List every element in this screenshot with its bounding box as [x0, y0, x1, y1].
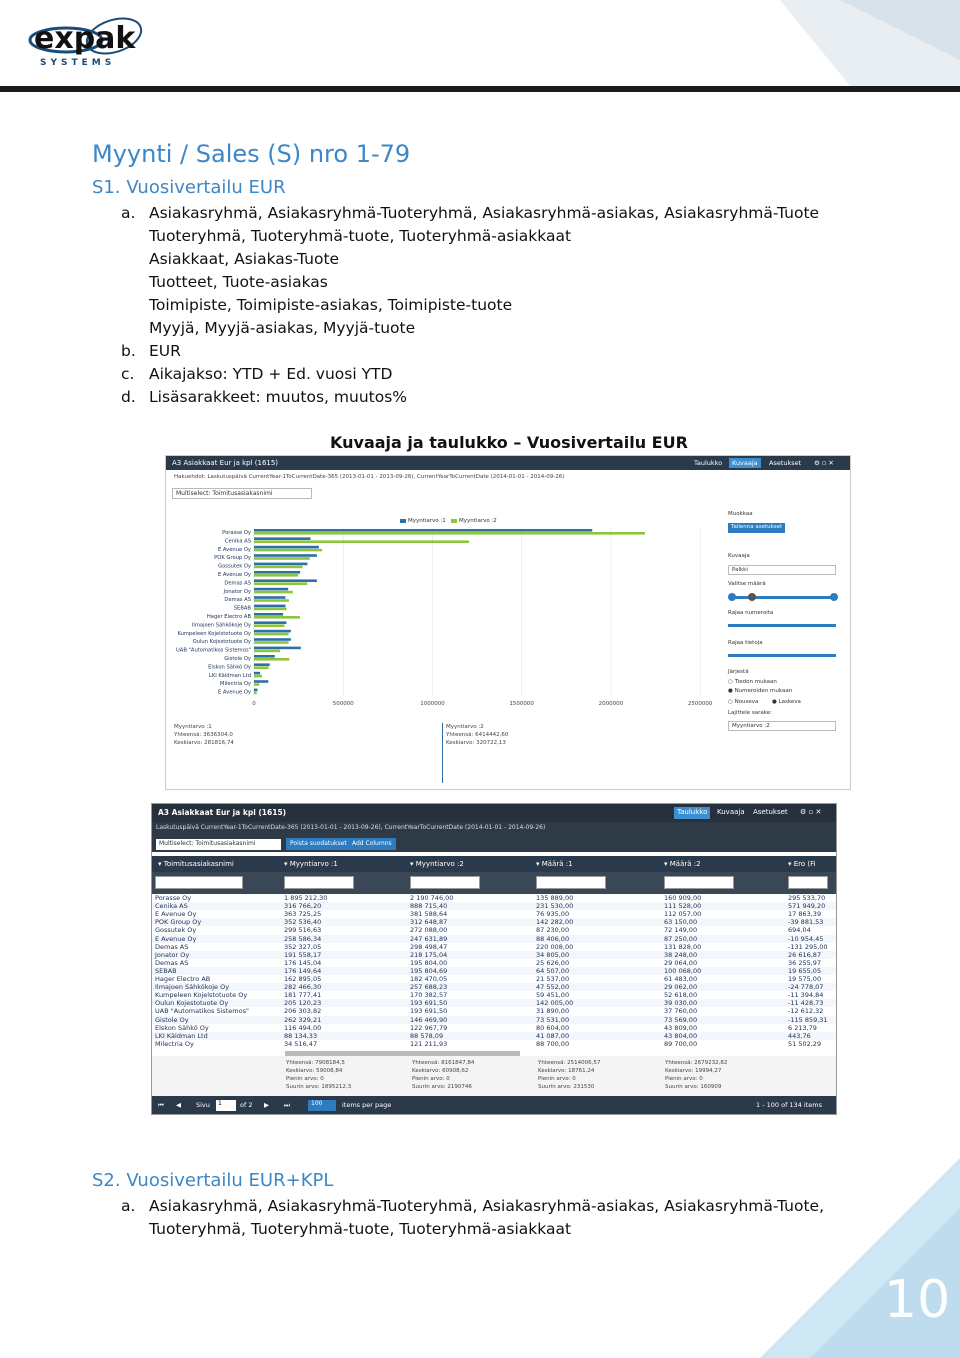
table-cell: 170 382,57 [410, 991, 448, 1000]
bar-2[interactable] [254, 616, 300, 619]
bar-2[interactable] [254, 582, 307, 585]
table-cell: 298 498,47 [410, 942, 448, 951]
summary-stat-1: Yhteensä: 7908184,5 Keskiarvo: 59008,84 Pienin arvo: 0 Suurin arvo: 1895212,3 [286, 1060, 352, 1090]
table-cell: UAB "Automatikos Sistemos" [155, 1007, 249, 1016]
table-cell: 122 967,79 [410, 1023, 448, 1032]
table-cell: 21 537,00 [536, 975, 570, 983]
slider-left-knob[interactable] [728, 593, 736, 601]
table-cell: 182 470,05 [410, 975, 448, 983]
table-cell: 131 828,00 [664, 942, 702, 951]
s2-item-label: a. [121, 1197, 136, 1215]
muokkaa-label: Muokkaa [728, 511, 753, 517]
bar-2[interactable] [254, 692, 257, 695]
tab-kuvaaja[interactable]: Kuvaaja [729, 458, 761, 468]
descending-radio[interactable]: ● Laskeva [772, 699, 801, 705]
column-header[interactable]: ▾ Toimitusasiakasnimi [158, 860, 234, 868]
bar-2[interactable] [254, 666, 269, 669]
table-cell: 52 618,00 [664, 991, 698, 1000]
x-tick-label: 2000000 [598, 701, 624, 707]
item-c-label: c. [121, 365, 135, 383]
item-d-line: Lisäsarakkeet: muutos, muutos% [149, 388, 408, 406]
page-number: 10 [884, 1270, 951, 1330]
clear-filters-button[interactable]: Poista suodatukset [286, 838, 351, 850]
slider-right-knob[interactable] [830, 593, 838, 601]
slider-handle[interactable] [748, 593, 756, 601]
bar-2[interactable] [254, 641, 289, 644]
category-label: E Avenue Oy [217, 689, 251, 696]
table-cell: 316 766,20 [284, 902, 322, 911]
table-cell: 34 805,00 [536, 950, 570, 959]
table-cell: Elskon Sähkö Oy [155, 1023, 209, 1032]
table-cell: 142 005,00 [536, 999, 574, 1008]
table-cell: 282 466,30 [284, 983, 322, 992]
add-columns-button[interactable]: Add Columns [348, 838, 396, 850]
x-tick-label: 1500000 [509, 701, 534, 707]
table-cell: Kumpeleen Kojelstotuote Oy [155, 991, 248, 1000]
table-cell: 43 804,00 [664, 1031, 698, 1040]
table-cell: POK Group Oy [155, 918, 202, 927]
sort-by-data-radio[interactable]: ○ Tiedon mukaan [728, 679, 777, 685]
item-a-line: Asiakasryhmä, Asiakasryhmä-Tuoteryhmä, Asiakasryhmä-asiakas, Asiakasryhmä-Tuote [149, 204, 820, 222]
table-cell: 160 909,00 [664, 894, 702, 902]
header-bar [0, 86, 960, 92]
table-query-info: Laskutuspäivä CurrentYear-1ToCurrentDate-365 (2013-01-01 - 2013-09-26), CurrentYearToCurrentDate (2014-01-01 - 2014-09-26) [156, 824, 546, 831]
bar-2[interactable] [254, 599, 289, 602]
s1-heading: S1. Vuosivertailu EUR [92, 177, 286, 198]
table-cell: 72 149,00 [664, 926, 698, 935]
next-page-icon[interactable]: ▶ [264, 1101, 269, 1109]
table-cell: 135 889,00 [536, 894, 574, 902]
table-cell: 37 760,00 [664, 1007, 698, 1016]
legend-label: Myyntiarvo :1 [408, 518, 446, 524]
bar-2[interactable] [254, 557, 310, 560]
bar-1[interactable] [254, 596, 285, 599]
prev-page-icon[interactable]: ◀ [176, 1101, 181, 1109]
item-d-label: d. [121, 388, 136, 406]
item-a-line: Toimipiste, Toimipiste-asiakas, Toimipiste-tuote [149, 296, 513, 314]
tab-taulukko[interactable]: Taulukko [694, 459, 723, 467]
table-cell: Demas AS [155, 958, 189, 967]
jarjesta-label: Järjestä [728, 669, 749, 675]
table-cell: 88 406,00 [536, 934, 570, 943]
bar-2[interactable] [254, 683, 259, 686]
ascending-radio[interactable]: ○ Nouseva [728, 699, 759, 705]
table-cell: 64 507,00 [536, 966, 570, 975]
chart-query-info: Hakuehdot: Laskutuspäivä CurrentYear-1ToCurrentDate-365 (2013-01-01 - 2013-09-26), CurrentYearToCurrentDate (2014-01-01 - 2014-09-26) [174, 474, 565, 480]
window-controls-icon[interactable]: ⚙ ▫ ✕ [814, 459, 834, 467]
table-cell: 218 175,04 [410, 950, 448, 959]
table-cell: -24 778,07 [788, 983, 824, 992]
bar-1[interactable] [254, 588, 288, 591]
table-cell: Oulun Kojestotuote Oy [155, 999, 229, 1008]
category-label: Milectria Oy [220, 681, 251, 688]
table-cell: 295 533,70 [788, 894, 826, 902]
table-cell: Porasse Oy [155, 894, 192, 902]
table-multiselect[interactable]: Multiselect: Toimitusasiakasnimi [156, 839, 281, 850]
table-cell: 63 150,00 [664, 918, 698, 927]
table-cell: 87 230,00 [536, 926, 570, 935]
bar-2[interactable] [254, 608, 287, 611]
category-label: Porasse Oy [222, 530, 251, 536]
item-c-line: Aikajakso: YTD + Ed. vuosi YTD [149, 365, 393, 383]
bar-2[interactable] [254, 675, 262, 678]
chart-window-titlebar [166, 456, 851, 470]
category-label: Elskon Sähkö Oy [208, 664, 251, 671]
x-tick-label: 0 [252, 701, 256, 707]
data-filter-slider[interactable] [728, 654, 836, 657]
table-cell: 205 120,23 [284, 999, 322, 1008]
page-size-select[interactable]: 100 [308, 1100, 336, 1111]
table-screenshot [151, 803, 837, 1115]
table-cell: 61 483,00 [664, 975, 698, 983]
summary-stat-4: Yhteensä: 2679232,82 Keskiarvo: 19994,27 Pienin arvo: 0 Suurin arvo: 160909 [665, 1060, 728, 1090]
item-b-label: b. [121, 342, 136, 360]
bar-2[interactable] [254, 658, 289, 661]
bar-1[interactable] [254, 638, 291, 641]
category-label: Jonator Oy [223, 588, 251, 595]
table-cell: -39 881,53 [788, 918, 824, 927]
table-cell: 195 804,69 [410, 966, 448, 975]
table-cell: Milectria Oy [155, 1039, 194, 1048]
table-cell: 6 213,79 [788, 1023, 817, 1032]
rajaa-numeroita-label: Rajaa numeroita [728, 610, 774, 616]
table-cell: 31 890,00 [536, 1007, 570, 1016]
chart-multiselect[interactable]: Multiselect: Toimitusasiakasnimi [172, 488, 312, 499]
table-cell: 73 569,00 [664, 1015, 698, 1024]
tab-taulukko[interactable]: Taulukko [674, 807, 710, 819]
table-cell: 41 087,00 [536, 1031, 570, 1040]
bar-1[interactable] [254, 647, 301, 650]
page-header [0, 0, 960, 92]
table-cell: 231 530,00 [536, 902, 574, 911]
table-cell: 191 558,17 [284, 950, 322, 959]
bar-2[interactable] [254, 650, 280, 653]
bar-1[interactable] [254, 613, 283, 616]
table-cell: 43 809,00 [664, 1023, 698, 1032]
table-header-row [152, 856, 837, 872]
table-cell: 257 688,23 [410, 983, 448, 992]
table-cell: 47 552,00 [536, 983, 570, 992]
table-cell: 206 303,82 [284, 1007, 322, 1016]
bar-2[interactable] [254, 624, 284, 627]
table-cell: 176 145,04 [284, 958, 322, 967]
table-cell: 88 134,33 [284, 1031, 318, 1040]
filter-input[interactable] [410, 876, 480, 889]
category-label: E Avenue Oy [217, 546, 251, 553]
filter-input[interactable] [788, 876, 828, 889]
table-cell: 220 008,00 [536, 942, 574, 951]
bar-1[interactable] [254, 537, 311, 540]
table-cell: 100 068,00 [664, 966, 702, 975]
items-per-page-label: items per page [342, 1101, 392, 1109]
tab-asetukset[interactable]: Asetukset [769, 459, 802, 467]
table-cell: 193 691,50 [410, 999, 448, 1008]
chart-window-title: A3 Asiakkaat Eur ja kpl (1615) [172, 459, 279, 467]
item-a-label: a. [121, 204, 136, 222]
item-b-line: EUR [149, 342, 181, 360]
table-cell: 73 531,00 [536, 1015, 570, 1024]
logo-subtitle: SYSTEMS [40, 58, 116, 68]
table-cell: 116 494,00 [284, 1023, 322, 1032]
table-cell: 36 255,97 [788, 958, 822, 967]
column-header[interactable]: ▾ Määrä :2 [664, 860, 701, 868]
table-cell: 17 863,39 [788, 910, 822, 919]
table-cell: 89 700,00 [664, 1039, 698, 1048]
table-cell: 181 777,41 [284, 991, 322, 1000]
table-cell: 258 586,34 [284, 934, 322, 943]
kuvaaja-label: Kuvaaja [728, 553, 750, 559]
item-a-line: Asiakkaat, Asiakas-Tuote [149, 250, 340, 268]
table-cell: Gossutek Oy [155, 926, 197, 935]
bar-1[interactable] [254, 689, 258, 692]
bar-2[interactable] [254, 591, 293, 594]
table-cell: 29 062,00 [664, 983, 698, 992]
table-cell: 38 248,00 [664, 950, 698, 959]
table-row[interactable] [152, 1040, 837, 1049]
legend-swatch [400, 519, 406, 523]
item-a-line: Tuotteet, Tuote-asiakas [149, 273, 328, 291]
table-cell: 352 536,40 [284, 918, 322, 927]
table-cell: 571 949,20 [788, 902, 826, 911]
lajittele-label: Lajittele sarake: [728, 710, 772, 716]
category-label: Hager Electro AB [206, 614, 251, 620]
legend-swatch [451, 519, 457, 523]
sivu-label: Sivu [196, 1101, 210, 1109]
legend-label: Myyntiarvo :2 [459, 518, 497, 524]
page-of-label: of 2 [240, 1101, 253, 1109]
table-toolbar [152, 822, 837, 852]
table-cell: Demas AS [155, 942, 189, 951]
table-cell: 112 057,00 [664, 910, 702, 919]
bar-2[interactable] [254, 532, 645, 535]
category-label: Oulun Kojestotuote Oy [192, 639, 251, 646]
table-cell: 59 451,00 [536, 991, 570, 1000]
table-cell: 26 616,87 [788, 950, 822, 959]
table-cell: 29 064,00 [664, 958, 698, 967]
table-cell: -10 954,45 [788, 934, 824, 943]
footer-series-1: Myyntiarvo :1 Yhteensä: 3636304,0 Keskiarvo: 281816,74 [174, 724, 234, 746]
category-label: Demas AS [224, 580, 251, 587]
filter-input[interactable] [664, 876, 734, 889]
table-cell: 76 935,00 [536, 910, 570, 919]
bar-1[interactable] [254, 680, 268, 683]
tab-asetukset[interactable]: Asetukset [753, 808, 788, 816]
table-cell: Ilmajoen Sähkökoje Oy [155, 983, 230, 992]
table-cell: 272 088,00 [410, 926, 448, 935]
data-grid [152, 894, 837, 1049]
figure-caption: Kuvaaja ja taulukko – Vuosivertailu EUR [330, 433, 688, 452]
column-header[interactable]: ▾ Myyntiarvo :2 [410, 860, 464, 868]
bar-1[interactable] [254, 672, 260, 675]
bar-1[interactable] [254, 529, 592, 532]
footer-series-2: Myyntiarvo :2 Yhteensä: 6414442,60 Keskiarvo: 320722,13 [442, 723, 508, 783]
bar-1[interactable] [254, 605, 285, 608]
table-cell: 39 030,00 [664, 999, 698, 1008]
column-header[interactable]: ▾ Ero (Fi [788, 860, 816, 868]
table-cell: 381 588,64 [410, 910, 448, 919]
bar-1[interactable] [254, 579, 317, 582]
table-cell: 1 895 212,30 [284, 894, 328, 902]
summary-stat-2: Yhteensä: 8161847,84 Keskiarvo: 60908,62 Pienin arvo: 0 Suurin arvo: 2190746 [412, 1060, 475, 1090]
x-tick-label: 1000000 [420, 701, 445, 707]
table-cell: 443,76 [788, 1031, 811, 1040]
table-cell: SEBAB [155, 966, 177, 975]
table-cell: 352 327,05 [284, 942, 322, 951]
table-cell: 19 575,00 [788, 975, 822, 983]
bar-2[interactable] [254, 540, 469, 543]
number-filter-slider[interactable] [728, 624, 836, 627]
table-cell: LKI Käldman Ltd [155, 1031, 208, 1040]
chart-screenshot [165, 455, 851, 790]
bar-2[interactable] [254, 549, 322, 552]
page-input[interactable]: 1 [216, 1100, 236, 1111]
rajaa-tietoja-label: Rajaa tietoja [728, 640, 763, 646]
table-cell: 694,04 [788, 926, 811, 935]
bar-1[interactable] [254, 655, 275, 658]
table-cell: 2 190 746,00 [410, 894, 454, 902]
bar-1[interactable] [254, 621, 286, 624]
table-window-title: A3 Asiakkaat Eur ja kpl (1615) [158, 808, 287, 817]
bar-1[interactable] [254, 630, 291, 633]
table-cell: 80 604,00 [536, 1023, 570, 1032]
sort-column-select[interactable]: Myyntiarvo :2 [728, 721, 836, 731]
item-a-line: Tuoteryhmä, Tuoteryhmä-tuote, Tuoteryhmä-asiakkaat [149, 227, 572, 245]
table-cell: 176 149,64 [284, 966, 322, 975]
table-cell: 19 655,05 [788, 966, 822, 975]
category-label: SEBAB [233, 605, 251, 612]
table-cell: 88 700,00 [536, 1039, 570, 1048]
table-cell: 888 715,40 [410, 902, 448, 911]
s2-line: Asiakasryhmä, Asiakasryhmä-Tuoteryhmä, Asiakasryhmä-asiakas, Asiakasryhmä-Tuote, [149, 1197, 825, 1215]
category-label: Kumpeleen Kojelstotuote Oy [177, 630, 251, 637]
table-cell: 146 469,90 [410, 1015, 448, 1024]
first-page-icon[interactable]: ⏮ [158, 1101, 164, 1109]
pager [152, 1096, 837, 1115]
table-cell: -12 612,32 [788, 1007, 824, 1016]
s2-line: Tuoteryhmä, Tuoteryhmä-tuote, Tuoteryhmä-asiakkaat [149, 1220, 572, 1238]
s2-heading: S2. Vuosivertailu EUR+KPL [92, 1170, 334, 1191]
table-cell: 34 516,47 [284, 1039, 318, 1048]
category-label: POK Group Oy [214, 555, 251, 562]
filter-input[interactable] [536, 876, 606, 889]
table-cell: 247 631,89 [410, 934, 448, 943]
table-cell: E Avenue Oy [155, 934, 197, 943]
category-label: Cenika AS [224, 538, 251, 545]
table-cell: 162 895,05 [284, 975, 322, 983]
table-cell: 299 516,63 [284, 926, 322, 935]
category-label: UAB "Automatikos Sistemos" [175, 647, 251, 654]
item-a-line: Myyjä, Myyjä-asiakas, Myyjä-tuote [149, 319, 416, 337]
bar-2[interactable] [254, 574, 298, 577]
table-cell: 111 528,00 [664, 902, 702, 911]
table-cell: 195 804,00 [410, 958, 448, 967]
bar-1[interactable] [254, 571, 300, 574]
table-cell: -11 428,73 [788, 999, 824, 1008]
table-cell: 262 329,21 [284, 1015, 322, 1024]
table-cell: Hager Electro AB [155, 975, 211, 983]
bar-2[interactable] [254, 633, 289, 636]
category-label: Gossutek Oy [218, 563, 251, 570]
bar-1[interactable] [254, 563, 307, 566]
table-cell: 87 250,00 [664, 934, 698, 943]
table-cell: -115 859,31 [788, 1015, 828, 1024]
table-window-titlebar [152, 804, 837, 822]
table-cell: 121 211,93 [410, 1039, 448, 1048]
table-cell: Cenika AS [155, 902, 188, 911]
page-title: Myynti / Sales (S) nro 1-79 [92, 140, 411, 168]
table-cell: Jonator Oy [155, 950, 190, 959]
bar-1[interactable] [254, 546, 319, 549]
sort-by-numbers-radio[interactable]: ● Numeroiden mukaan [728, 688, 793, 694]
category-label: E Avenue Oy [217, 572, 251, 578]
table-cell: 312 648,87 [410, 918, 448, 927]
svg-text:expak: expak [34, 21, 136, 56]
window-controls-icon[interactable]: ⚙ ▫ ✕ [800, 808, 822, 816]
table-cell: Gistole Oy [155, 1015, 189, 1024]
category-label: Demas AS [224, 597, 251, 604]
filter-input[interactable] [155, 876, 243, 889]
x-tick-label: 500000 [332, 701, 354, 707]
table-cell: 363 725,25 [284, 910, 322, 919]
column-header[interactable]: ▾ Myyntiarvo :1 [284, 860, 338, 868]
category-label: LKI Käldman Ltd [208, 672, 251, 679]
save-settings-button[interactable]: Tallenna asetukset [728, 523, 785, 533]
filter-input[interactable] [284, 876, 354, 889]
table-cell: E Avenue Oy [155, 910, 197, 919]
chart-type-select[interactable]: Palkki [728, 565, 836, 575]
bar-2[interactable] [254, 566, 303, 569]
table-cell: -11 394,84 [788, 991, 824, 1000]
bar-1[interactable] [254, 554, 317, 557]
category-label: Gistole Oy [224, 656, 251, 662]
table-cell: 25 626,00 [536, 958, 570, 967]
last-page-icon[interactable]: ⏭ [284, 1101, 290, 1109]
table-cell: -131 295,00 [788, 942, 828, 951]
category-label: Ilmajoen Sähkökoje Oy [191, 622, 251, 629]
table-cell: 142 282,00 [536, 918, 574, 927]
summary-stat-3: Yhteensä: 2514006,57 Keskiarvo: 18761,24 Pienin arvo: 0 Suurin arvo: 231530 [538, 1060, 601, 1090]
table-cell: 88 578,09 [410, 1031, 444, 1040]
tab-kuvaaja[interactable]: Kuvaaja [717, 808, 745, 816]
filter-row [152, 872, 837, 894]
chart-settings-panel [728, 511, 848, 741]
table-cell: 193 691,50 [410, 1007, 448, 1016]
x-tick-label: 2500000 [687, 701, 713, 707]
bar-1[interactable] [254, 663, 270, 666]
table-summary [152, 1056, 837, 1096]
table-cell: 51 502,29 [788, 1039, 822, 1048]
items-range-label: 1 - 100 of 134 items [756, 1101, 822, 1109]
valitse-label: Valitse määrä [728, 581, 766, 587]
column-header[interactable]: ▾ Määrä :1 [536, 860, 573, 868]
